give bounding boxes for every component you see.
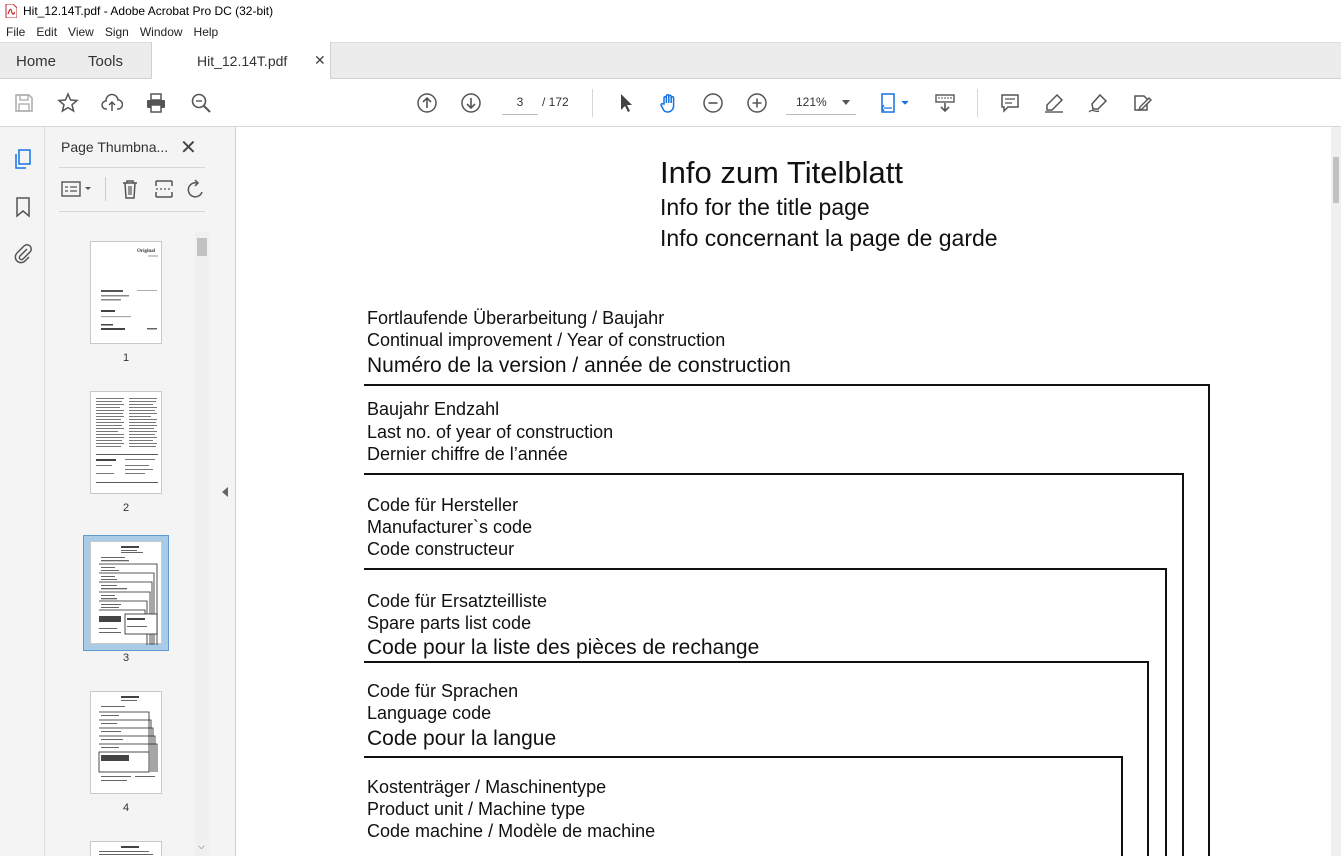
section-4-fr: Code pour la liste des pièces de rechange <box>367 636 760 659</box>
page-number-input[interactable]: 3 <box>502 91 538 115</box>
section-2-de: Baujahr Endzahl <box>367 399 500 419</box>
extract-pages-icon[interactable] <box>153 178 175 200</box>
menu-sign[interactable]: Sign <box>104 25 129 39</box>
thumbnail-panel-title: Page Thumbna... <box>61 139 169 155</box>
bracket-line <box>1165 568 1167 856</box>
bracket-line <box>364 384 1210 386</box>
bracket-line <box>1147 661 1149 856</box>
acrobat-pdf-icon <box>5 4 17 18</box>
thumbnail-page-1[interactable] <box>90 241 162 344</box>
bracket-line <box>364 568 1167 570</box>
section-3-de: Code für Hersteller <box>367 495 519 515</box>
page-4-preview <box>91 692 163 795</box>
divider <box>59 167 205 168</box>
thumbnail-page-number: 1 <box>122 352 130 364</box>
print-icon[interactable] <box>144 91 168 115</box>
page-fit-icon[interactable] <box>876 91 916 115</box>
thumbnail-toolbar <box>59 177 209 201</box>
close-panel-icon[interactable]: ✕ <box>180 137 197 159</box>
select-cursor-icon[interactable] <box>614 91 638 115</box>
section-3-en: Manufacturer`s code <box>367 517 533 537</box>
collapse-arrow-icon <box>222 487 228 497</box>
section-6-de: Kostenträger / Maschinentype <box>367 777 607 797</box>
bracket-line <box>1121 756 1123 856</box>
bookmarks-icon[interactable] <box>11 195 35 219</box>
draw-signature-icon[interactable] <box>1086 91 1110 115</box>
section-4-de: Code für Ersatzteilliste <box>367 591 548 611</box>
doc-title-en: Info for the title page <box>660 194 870 220</box>
zoom-level-dropdown[interactable] <box>786 91 856 115</box>
page-2-preview <box>91 392 163 495</box>
delete-trash-icon[interactable] <box>119 178 141 200</box>
bracket-line <box>1208 384 1210 856</box>
menu-edit[interactable]: Edit <box>36 25 58 39</box>
section-1-en: Continual improvement / Year of construction <box>367 330 726 350</box>
left-navigation-pane <box>0 127 45 856</box>
upload-cloud-icon[interactable] <box>100 91 124 115</box>
bracket-line <box>364 756 1123 758</box>
collapse-panel-handle[interactable] <box>215 127 236 856</box>
section-4-en: Spare parts list code <box>367 613 532 633</box>
find-zoom-icon[interactable] <box>189 91 213 115</box>
section-5-en: Language code <box>367 703 492 723</box>
thumbnail-page-number: 3 <box>122 652 130 664</box>
scroll-thumb[interactable] <box>197 238 207 256</box>
section-1-fr: Numéro de la version / année de construction <box>367 354 791 377</box>
title-bar <box>0 0 1341 22</box>
section-6-en: Product unit / Machine type <box>367 799 586 819</box>
tab-document[interactable] <box>151 42 331 80</box>
rotate-page-icon[interactable] <box>185 178 207 200</box>
section-5-fr: Code pour la langue <box>367 727 557 750</box>
page-1-preview-label: Original <box>137 249 156 254</box>
page-5-preview <box>91 842 163 856</box>
page-thumbnails-panel <box>45 127 215 856</box>
bracket-line <box>364 661 1149 663</box>
menu-file[interactable]: File <box>6 25 26 39</box>
toolbar-divider <box>977 89 978 117</box>
page-3-preview <box>91 542 163 645</box>
doc-title-de: Info zum Titelblatt <box>660 155 903 190</box>
comment-icon[interactable] <box>998 91 1022 115</box>
next-page-icon[interactable] <box>459 91 483 115</box>
tab-home[interactable]: Home <box>16 53 57 70</box>
fill-sign-icon[interactable] <box>1130 91 1154 115</box>
thumbnail-page-number: 4 <box>122 802 130 814</box>
close-tab-icon[interactable]: ✕ <box>314 52 326 68</box>
page-1-preview <box>91 242 163 345</box>
section-6-fr: Code machine / Modèle de machine <box>367 821 656 841</box>
highlight-pen-icon[interactable] <box>1042 91 1066 115</box>
bookmark-star-icon[interactable] <box>56 91 80 115</box>
bracket-line <box>1182 473 1184 856</box>
chevron-down-icon <box>842 100 850 105</box>
options-menu-icon[interactable] <box>61 179 97 199</box>
scroll-thumb[interactable] <box>1333 157 1339 203</box>
scroll-mode-icon[interactable] <box>933 91 957 115</box>
thumbnail-scrollbar[interactable] <box>195 232 209 856</box>
menu-bar <box>0 22 1341 42</box>
divider <box>59 211 205 212</box>
doc-title-fr: Info concernant la page de garde <box>660 225 998 251</box>
zoom-level-value: 121% <box>796 95 827 109</box>
divider <box>105 177 106 201</box>
window-title: Hit_12.14T.pdf - Adobe Acrobat Pro DC (32-bit) <box>23 4 274 18</box>
section-5-de: Code für Sprachen <box>367 681 519 701</box>
thumbnail-page-2[interactable] <box>90 391 162 494</box>
tab-document-label: Hit_12.14T.pdf <box>197 53 288 69</box>
section-2-fr: Dernier chiffre de l’année <box>367 444 568 464</box>
save-icon[interactable] <box>12 91 36 115</box>
attachments-paperclip-icon[interactable] <box>11 241 35 265</box>
hand-tool-icon[interactable] <box>657 91 681 115</box>
page-thumbnails-icon[interactable] <box>11 147 35 171</box>
menu-help[interactable]: Help <box>193 25 219 39</box>
section-2-en: Last no. of year of construction <box>367 422 614 442</box>
section-1-de: Fortlaufende Überarbeitung / Baujahr <box>367 308 665 328</box>
tab-tools[interactable]: Tools <box>88 53 124 70</box>
thumbnail-page-5[interactable] <box>90 841 162 856</box>
main-toolbar <box>0 79 1341 127</box>
thumbnail-page-number: 2 <box>122 502 130 514</box>
thumbnail-page-3-selected[interactable] <box>90 541 162 644</box>
menu-view[interactable]: View <box>68 25 94 39</box>
section-3-fr: Code constructeur <box>367 539 515 559</box>
zoom-out-icon[interactable] <box>701 91 725 115</box>
document-view[interactable] <box>236 127 1331 856</box>
zoom-in-icon[interactable] <box>745 91 769 115</box>
bracket-line <box>364 473 1184 475</box>
previous-page-icon[interactable] <box>415 91 439 115</box>
thumbnail-page-4[interactable] <box>90 691 162 794</box>
scroll-down-icon[interactable]: ⌵ <box>198 841 205 851</box>
toolbar-divider <box>592 89 593 117</box>
page-total: / 172 <box>542 95 569 109</box>
tab-bar <box>0 42 1341 79</box>
document-scrollbar[interactable] <box>1331 127 1341 856</box>
menu-window[interactable]: Window <box>139 25 183 39</box>
